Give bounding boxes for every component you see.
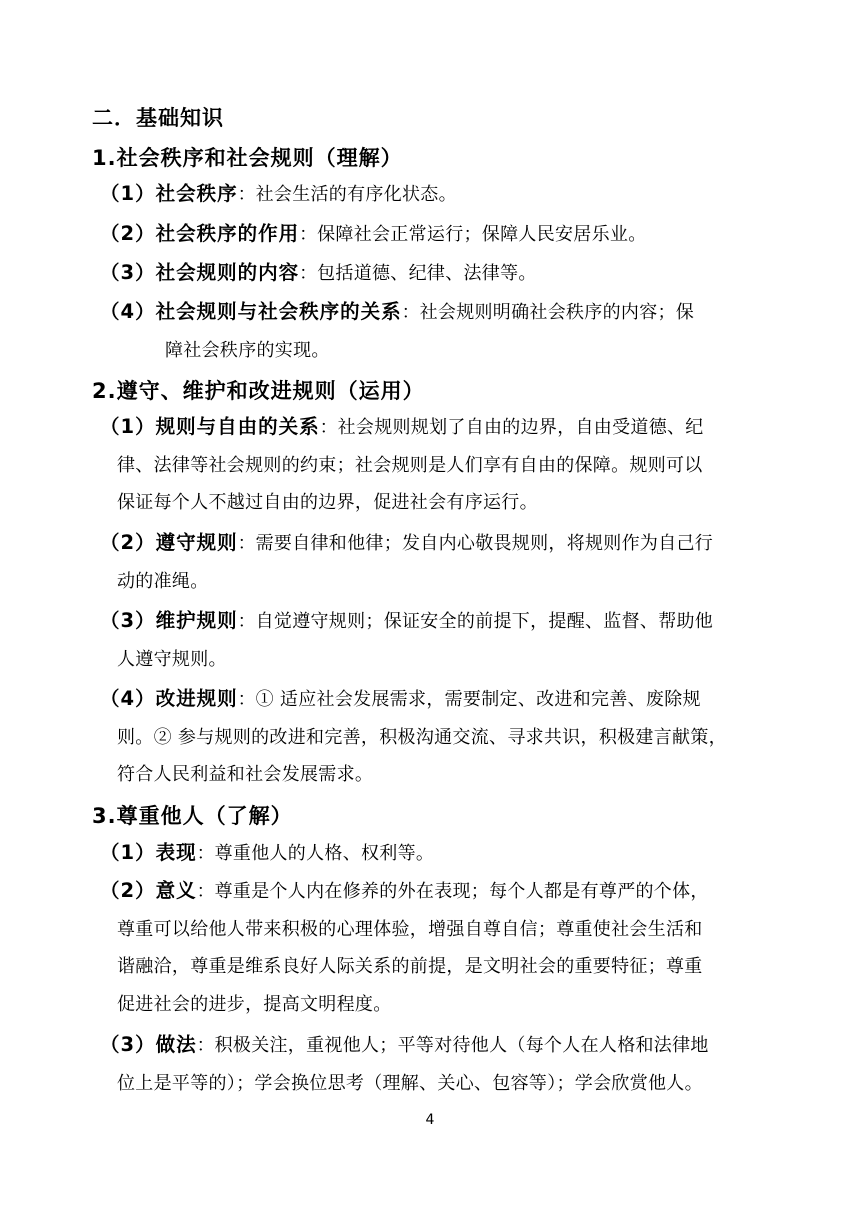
item-colon: ： <box>196 843 215 864</box>
item-number: （4） <box>100 300 156 323</box>
item-text: ① 适应社会发展需求，需要制定、改进和完善、废除规 <box>255 689 701 710</box>
item-text-continued: 律、法律等社会规则的约束；社会规则是人们享有自由的保障。规则可以 <box>117 454 703 476</box>
section-1-item-2 <box>100 215 770 254</box>
section-2-title: 2.遵守、维护和改进规则（运用） <box>92 379 425 403</box>
item-number: （2） <box>100 531 156 554</box>
item-colon: ： <box>319 417 338 438</box>
item-heading: 社会规则与社会秩序的关系 <box>155 300 402 323</box>
item-text: 需要自律和他律；发自内心敬畏规则，将规则作为自己行 <box>255 533 714 554</box>
section-1-item-4 <box>100 293 770 369</box>
item-heading: 意义 <box>155 879 197 902</box>
item-text: 社会规则规划了自由的边界，自由受道德、纪 <box>337 417 704 438</box>
item-number: （1） <box>100 415 156 438</box>
page-number: 4 <box>425 1112 435 1128</box>
item-heading: 社会秩序 <box>155 182 238 205</box>
item-heading: 社会秩序的作用 <box>155 222 300 245</box>
item-text: 积极关注，重视他人；平等对待他人（每个人在人格和法律地 <box>214 1035 709 1056</box>
section-1-item-1 <box>100 175 770 214</box>
item-number: （2） <box>100 879 156 902</box>
item-text: 尊重是个人内在修养的外在表现；每个人都是有尊严的个体， <box>214 881 709 902</box>
item-colon: ： <box>196 881 215 902</box>
item-number: （4） <box>100 687 156 710</box>
item-colon: ： <box>237 533 256 554</box>
item-text: 社会规则明确社会秩序的内容；保 <box>419 302 695 323</box>
main-heading: 二．基础知识 <box>92 106 224 130</box>
item-colon: ： <box>237 184 256 205</box>
section-2-item-3 <box>100 602 770 678</box>
item-text-continued: 保证每个人不越过自由的边界，促进社会有序运行。 <box>117 492 538 513</box>
item-heading: 社会规则的内容 <box>155 261 300 284</box>
section-3-title: 3.尊重他人（了解） <box>92 804 293 828</box>
item-number: （3） <box>100 609 156 632</box>
item-text-continued: 障社会秩序的实现。 <box>165 339 330 361</box>
item-text-continued: 尊重可以给他人带来积极的心理体验，增强自尊自信；尊重使社会生活和 <box>117 918 703 940</box>
item-colon: ： <box>299 224 318 245</box>
item-number: （1） <box>100 182 156 205</box>
item-heading: 做法 <box>155 1033 197 1056</box>
section-3-item-1 <box>100 834 770 873</box>
item-text-continued: 动的准绳。 <box>117 570 209 592</box>
section-2-item-2 <box>100 524 770 600</box>
item-text-continued: 则。② 参与规则的改进和完善，积极沟通交流、寻求共识，积极建言献策， <box>117 726 727 748</box>
item-heading: 维护规则 <box>155 609 238 632</box>
section-3-item-3 <box>100 1026 770 1102</box>
section-2-item-1 <box>100 408 770 522</box>
item-text-continued: 促进社会的进步，提高文明程度。 <box>117 993 392 1015</box>
item-colon: ： <box>196 1035 215 1056</box>
item-text: 自觉遵守规则；保证安全的前提下，提醒、监督、帮助他 <box>255 611 714 632</box>
item-text-continued: 符合人民利益和社会发展需求。 <box>117 764 374 785</box>
item-heading: 改进规则 <box>155 687 238 710</box>
item-number: （3） <box>100 261 156 284</box>
item-number: （3） <box>100 1033 156 1056</box>
item-heading: 规则与自由的关系 <box>155 415 320 438</box>
item-text: 保障社会正常运行；保障人民安居乐业。 <box>317 224 647 245</box>
section-1-title: 1.社会秩序和社会规则（理解） <box>92 146 403 170</box>
item-text-continued: 人遵守规则。 <box>117 648 227 670</box>
item-heading: 表现 <box>155 841 197 864</box>
item-text: 社会生活的有序化状态。 <box>255 184 457 205</box>
item-colon: ： <box>401 302 420 323</box>
section-2-item-4 <box>100 680 770 794</box>
item-text: 包括道德、纪律、法律等。 <box>317 263 537 284</box>
item-colon: ： <box>237 689 256 710</box>
item-colon: ： <box>237 611 256 632</box>
item-text: 尊重他人的人格、权利等。 <box>214 843 435 864</box>
item-number: （1） <box>100 841 156 864</box>
item-heading: 遵守规则 <box>155 531 238 554</box>
item-colon: ： <box>299 263 318 284</box>
section-3-item-2 <box>100 872 770 1023</box>
item-text-continued: 位上是平等的）；学会换位思考（理解、关心、包容等）；学会欣赏他人。 <box>117 1072 703 1094</box>
item-number: （2） <box>100 222 156 245</box>
section-1-item-3 <box>100 254 770 293</box>
item-text-continued: 谐融洽，尊重是维系良好人际关系的前提，是文明社会的重要特征；尊重 <box>117 956 703 977</box>
